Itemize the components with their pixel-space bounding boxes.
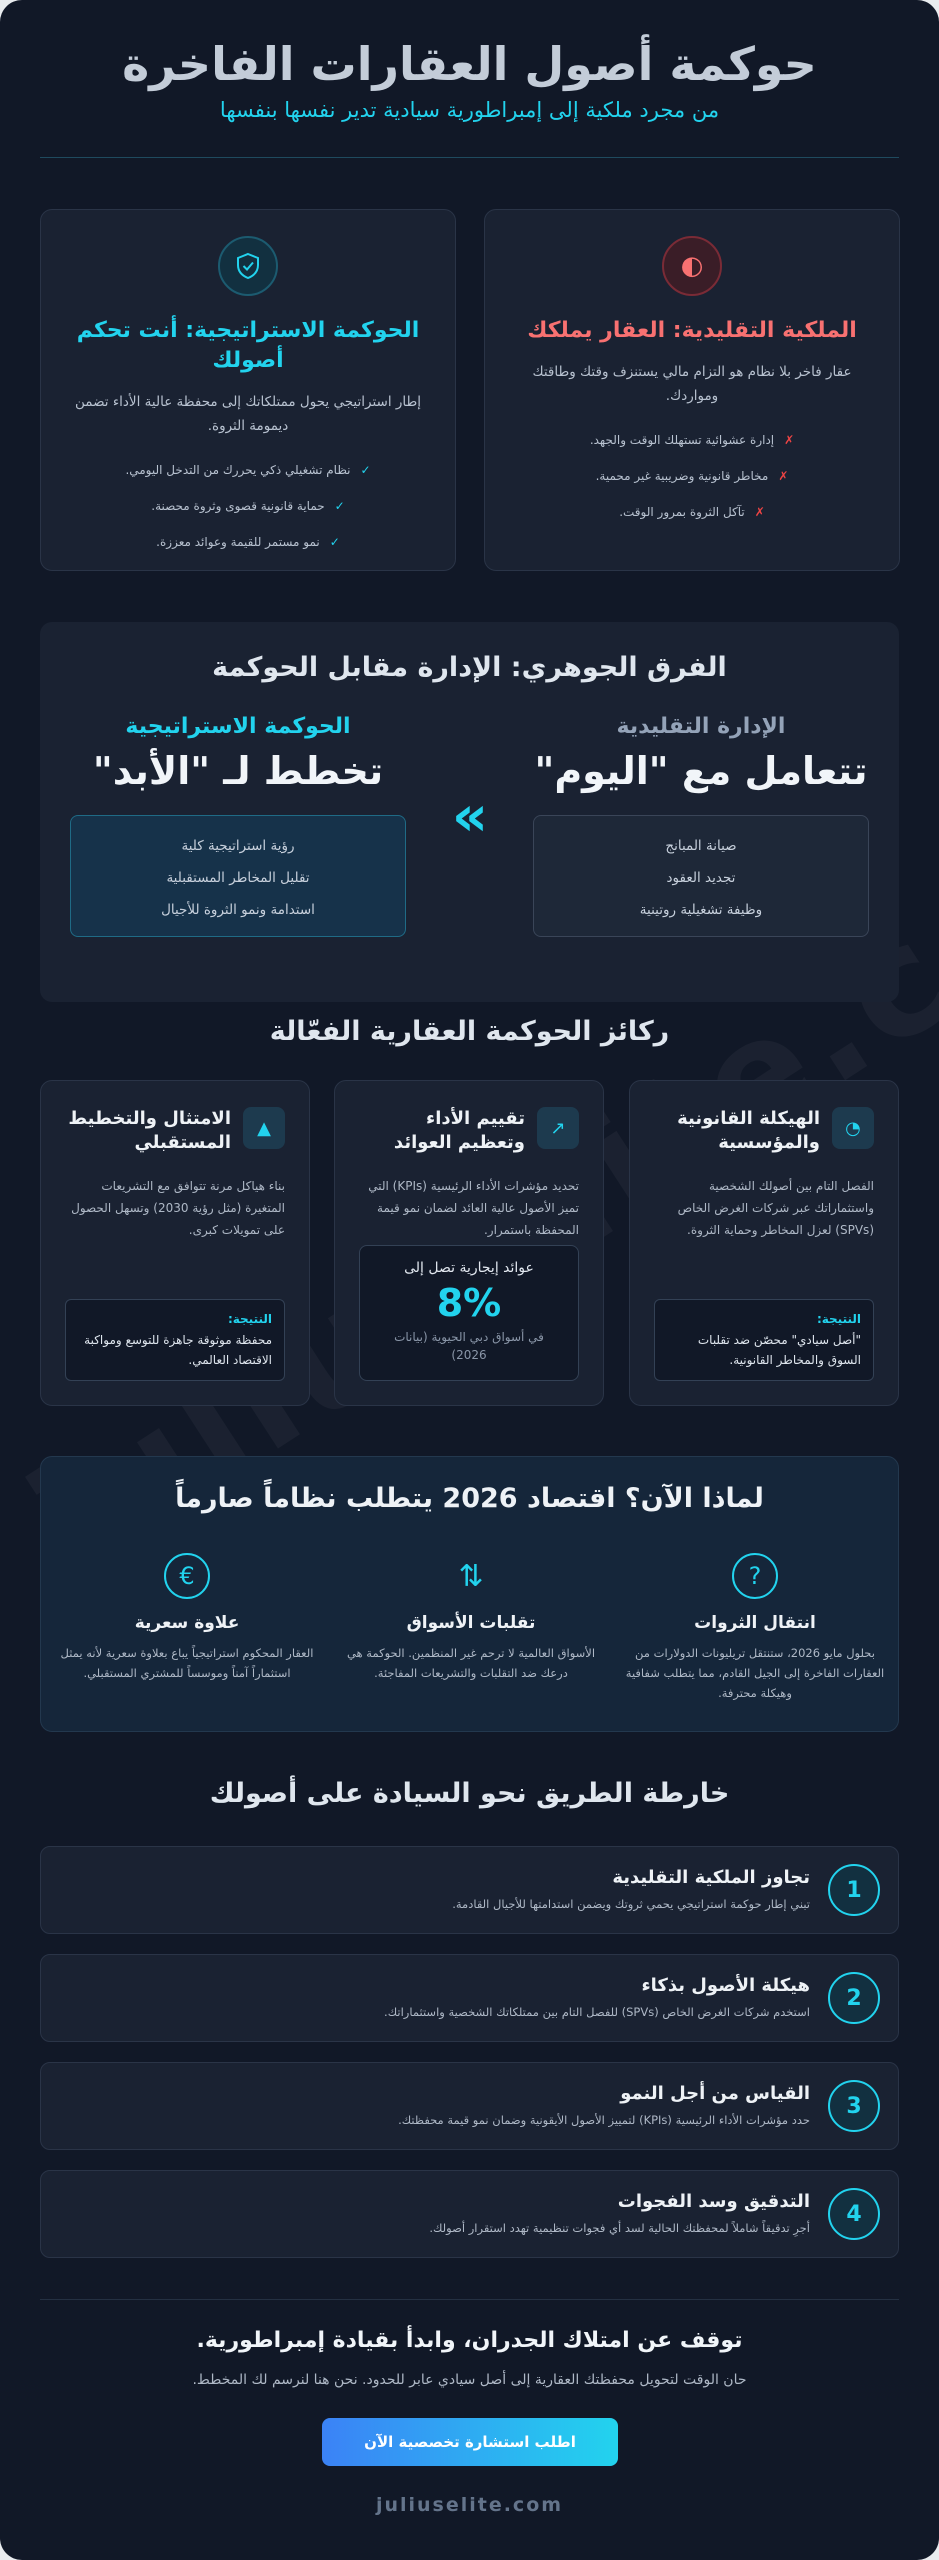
stat-label: عوائد إيجارية تصل إلى <box>404 1260 534 1276</box>
roadmap-step <box>40 2170 899 2258</box>
pillar-desc: الفصل التام بين أصولك الشخصية واستثماراتك عبر شركات الغرض الخاص (SPVs) لعزل المخاطر وحماية الثروة. <box>677 1179 874 1237</box>
strategic-card-title: الحوكمة الاستراتيجية: أنت تحكم أصولك <box>76 318 420 373</box>
result-label: النتيجة: <box>816 1312 861 1326</box>
why-item-title: انتقال الثروات <box>694 1613 816 1633</box>
column-list <box>70 815 406 937</box>
why-item-title: علاوة سعرية <box>134 1613 240 1633</box>
header-divider <box>40 157 899 158</box>
check-icon: ✓ <box>360 463 371 477</box>
why-now-section <box>40 1456 899 1732</box>
consultation-button[interactable]: اطلب استشارة تخصصية الآن <box>322 2418 618 2466</box>
result-text: محفظة موثوقة جاهزة للتوسع ومواكبة الاقتصاد العالمي. <box>84 1333 272 1367</box>
why-item-title: تقلبات الأسواق <box>406 1613 536 1633</box>
check-icon: ✓ <box>329 535 340 549</box>
trend-up-icon: ↗ <box>537 1107 579 1149</box>
result-box <box>65 1299 285 1381</box>
brand-link[interactable]: juliuselite.com <box>375 2494 564 2516</box>
step-desc: تبني إطار حوكمة استراتيجي يحمي ثروتك ويضمن استدامتها للأجيال القادمة. <box>452 1897 810 1911</box>
strategic-card-desc: إطار استراتيجي يحول ممتلكاتك إلى محفظة عالية الأداء تضمن ديمومة الثروة. <box>74 394 422 434</box>
graduation-cap-icon: ▲ <box>243 1107 285 1149</box>
pillar-title: تقييم الأداء وتعظيم العوائد <box>393 1108 525 1153</box>
core-difference-section <box>40 622 899 1002</box>
column-label: الإدارة التقليدية <box>616 714 786 739</box>
list-item: وظيفة تشغيلية روتينية <box>639 902 763 918</box>
step-desc: حدد مؤشرات الأداء الرئيسية (KPIs) لتمييز الأصول الأيقونية وضمان نمو قيمة محفظتك. <box>398 2113 810 2127</box>
strategic-governance-card <box>40 209 456 571</box>
list-item: رؤية استراتيجية كلية <box>181 838 295 854</box>
roadmap-step <box>40 1954 899 2042</box>
step-number: 2 <box>828 1972 880 2024</box>
pillar-card-performance <box>334 1080 604 1406</box>
why-item-desc: بحلول مايو 2026، ستنتقل تريليونات الدولارات من العقارات الفاخرة إلى الجيل القادم، مما يتطلب شفافية وهيكلة محترفة. <box>625 1646 885 1700</box>
header <box>0 36 939 122</box>
step-title: التدقيق وسد الفجوات <box>617 2191 810 2212</box>
step-title: تجاوز الملكية التقليدية <box>612 1867 810 1888</box>
list-item: استدامة ونمو الثروة للأجيال <box>161 902 315 918</box>
check-icon: ✓ <box>334 499 345 513</box>
stat-box <box>359 1245 579 1381</box>
x-icon: ✗ <box>778 469 789 483</box>
pillar-card-legal-structure <box>629 1080 899 1406</box>
pie-chart-icon: ◔ <box>832 1107 874 1149</box>
section-title: الفرق الجوهري: الإدارة مقابل الحوكمة <box>212 652 727 683</box>
list-item: تقليل المخاطر المستقبلية <box>166 870 310 886</box>
page-subtitle: من مجرد ملكية إلى إمبراطورية سيادية تدير نفسها بنفسها <box>219 98 720 122</box>
column-headline: تتعامل مع "اليوم" <box>534 749 868 793</box>
pillar-desc: بناء هياكل مرنة تتوافق مع التشريعات المتغيرة (مثل رؤية 2030) وتسهل الحصول على تمويلات كبرى. <box>71 1179 285 1237</box>
column-headline: تخطط لـ "الأبد" <box>92 749 384 793</box>
step-desc: استخدم شركات الغرض الخاص (SPVs) للفصل التام بين ممتلكاتك الشخصية واستثماراتك. <box>384 2005 810 2019</box>
globe-warning-icon: ◐ <box>662 236 722 296</box>
result-label: النتيجة: <box>227 1312 272 1326</box>
pillar-desc: تحديد مؤشرات الأداء الرئيسية (KPIs) التي تميز الأصول عالية العائد لضمان نمو قيمة المحفظة باستمرار. <box>368 1179 579 1237</box>
traditional-ownership-card <box>484 209 900 571</box>
why-item-desc: العقار المحكوم استراتيجياً يباع بعلاوة سعرية لأنه يمثل استثماراً آمناً وموسساً للمشتري المستقبلي. <box>60 1646 314 1680</box>
why-item-price-premium <box>57 1553 317 1683</box>
footer-title: توقف عن امتلاك الجدران، وابدأ بقيادة إمبراطورية. <box>196 2328 743 2353</box>
stat-value: 8% <box>436 1281 502 1325</box>
list-item: ✗ تآكل الثروة بمرور الوقت. <box>619 505 765 519</box>
section-title: خارطة الطريق نحو السيادة على أصولك <box>209 1778 730 1809</box>
step-desc: أجرِ تدقيقاً شاملاً لمحفظتك الحالية لسد أي فجوات تنظيمية تهدد استقرار أصولك. <box>429 2221 810 2235</box>
step-title: هيكلة الأصول بذكاء <box>641 1975 810 1996</box>
stat-note: في أسواق دبي الحيوية (بيانات 2026) <box>394 1330 544 1362</box>
double-chevron-icon: » <box>451 784 489 849</box>
roadmap-step <box>40 2062 899 2150</box>
strategic-governance-column <box>70 714 406 937</box>
euro-circle-icon: € <box>164 1553 210 1599</box>
step-number: 3 <box>828 2080 880 2132</box>
list-item: صيانة المبانج <box>665 838 737 854</box>
step-number: 1 <box>828 1864 880 1916</box>
column-list <box>533 815 869 937</box>
pillar-card-compliance <box>40 1080 310 1406</box>
list-item: ✗ مخاطر قانونية وضريبية غير محمية. <box>595 469 789 483</box>
footer-divider <box>40 2299 899 2300</box>
why-item-market-volatility <box>341 1553 601 1683</box>
section-title: ركائز الحوكمة العقارية الفعّالة <box>269 1016 670 1047</box>
list-item: ✓ نظام تشغيلي ذكي يحررك من التدخل اليومي. <box>125 463 371 477</box>
shield-check-icon <box>218 236 278 296</box>
why-item-wealth-transfer <box>625 1553 885 1703</box>
column-label: الحوكمة الاستراتيجية <box>125 714 351 739</box>
list-item: تجديد العقود <box>666 870 736 886</box>
result-text: "أصل سيادي" محصّن ضد تقلبات السوق والمخاطر القانونية. <box>697 1333 861 1367</box>
step-title: القياس من أجل النمو <box>620 2083 810 2104</box>
traditional-management-column <box>533 714 869 937</box>
x-icon: ✗ <box>754 505 765 519</box>
footer-subtitle: حان الوقت لتحويل محفظتك العقارية إلى أصل سيادي عابر للحدود. نحن هنا لنرسم لك المخطط. <box>192 2372 747 2388</box>
result-box <box>654 1299 874 1381</box>
pillar-title: الهيكلة القانونية والمؤسسية <box>677 1108 820 1153</box>
step-number: 4 <box>828 2188 880 2240</box>
market-shift-icon: ⇅ <box>458 1558 484 1594</box>
traditional-card-desc: عقار فاخر بلا نظام هو التزام مالي يستنزف وقتك وطاقتك ومواردك. <box>532 364 852 404</box>
page-title: حوكمة أصول العقارات الفاخرة <box>122 37 817 91</box>
section-title: لماذا الآن؟ اقتصاد 2026 يتطلب نظاماً صارماً <box>175 1483 764 1514</box>
question-circle-icon: ? <box>732 1553 778 1599</box>
roadmap-step <box>40 1846 899 1934</box>
pillar-title: الامتثال والتخطيط المستقبلي <box>68 1108 231 1153</box>
list-item: ✓ حماية قانونية قصوى وثروة محصنة. <box>151 499 345 513</box>
why-item-desc: الأسواق العالمية لا ترحم غير المنظمين. الحوكمة هي درعك ضد التقلبات والتشريعات المفاجئة. <box>346 1646 596 1680</box>
x-icon: ✗ <box>784 433 795 447</box>
traditional-card-title: الملكية التقليدية: العقار يملكك <box>527 318 857 343</box>
list-item: ✗ إدارة عشوائية تستهلك الوقت والجهد. <box>589 433 795 447</box>
list-item: ✓ نمو مستمر للقيمة وعوائد معززة. <box>156 535 340 549</box>
